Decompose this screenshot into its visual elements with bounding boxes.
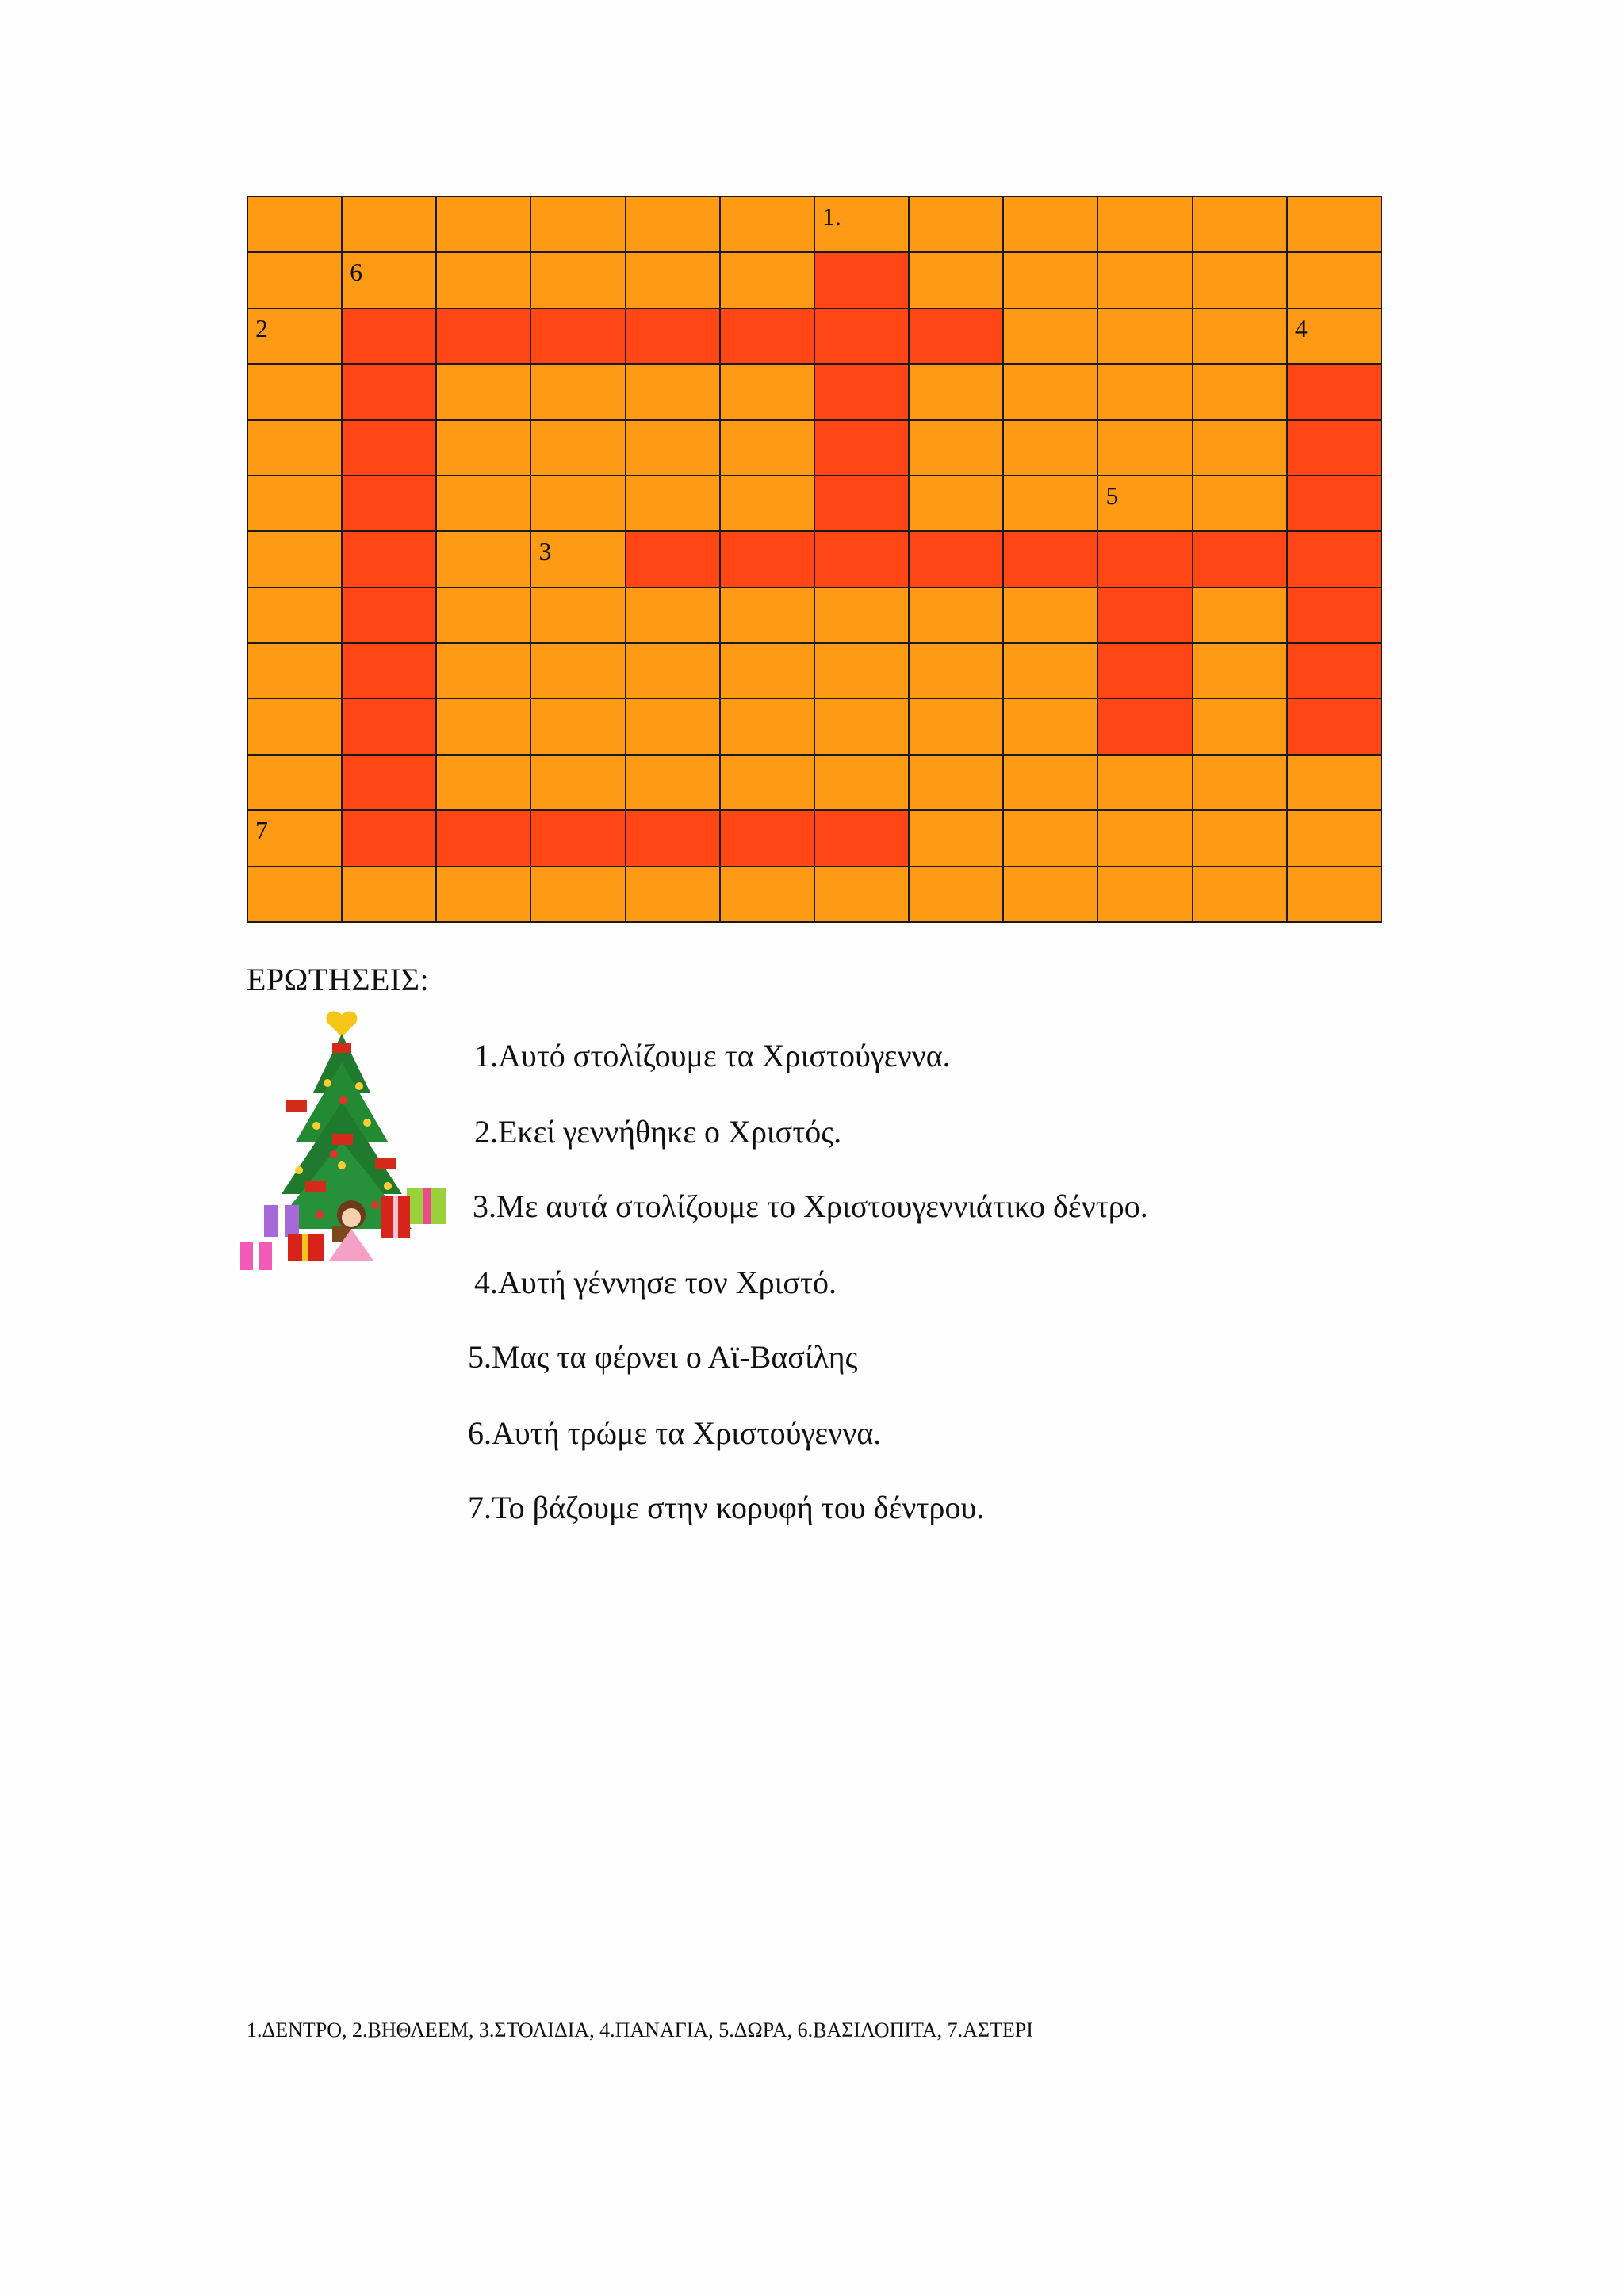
crossword-cell (1288, 197, 1382, 253)
crossword-cell (910, 756, 1004, 811)
crossword-cell (248, 197, 343, 253)
crossword-cell (1004, 699, 1098, 755)
crossword-cell (626, 699, 721, 755)
crossword-cell (1004, 588, 1098, 644)
crossword-cell (248, 476, 343, 532)
crossword-cell (248, 421, 343, 476)
crossword-cell (1288, 421, 1382, 476)
crossword-cell (1004, 421, 1098, 476)
crossword-cell (721, 811, 815, 867)
crossword-cell (1193, 867, 1288, 923)
crossword-cell (248, 588, 343, 644)
crossword-cell (1098, 365, 1193, 420)
crossword-cell (910, 421, 1004, 476)
crossword-cell (910, 476, 1004, 532)
crossword-cell (1288, 756, 1382, 811)
question-4: 4.Αυτή γέννησε τον Χριστό. (474, 1265, 837, 1300)
clue-number: 6 (350, 258, 363, 287)
crossword-cell (343, 421, 437, 476)
crossword-cell (1288, 644, 1382, 699)
crossword-cell (1193, 532, 1288, 587)
crossword-cell (626, 309, 721, 365)
crossword-cell (910, 644, 1004, 699)
crossword-cell (343, 365, 437, 420)
crossword-cell (248, 309, 343, 365)
christmas-tree-icon (240, 1007, 470, 1276)
crossword-cell (531, 811, 626, 867)
crossword-cell (910, 588, 1004, 644)
crossword-cell (437, 756, 531, 811)
crossword-cell (1004, 532, 1098, 587)
crossword-cell (910, 197, 1004, 253)
crossword-cell (626, 867, 721, 923)
crossword-cell (626, 476, 721, 532)
crossword-cell (531, 421, 626, 476)
crossword-cell (531, 867, 626, 923)
crossword-cell (343, 588, 437, 644)
question-5: 5.Μας τα φέρνει ο Αϊ-Βασίλης (468, 1339, 858, 1375)
crossword-cell (721, 253, 815, 308)
crossword-cell (910, 532, 1004, 587)
question-2: 2.Εκεί γεννήθηκε ο Χριστός. (474, 1114, 842, 1150)
crossword-cell (910, 867, 1004, 923)
crossword-cell (721, 197, 815, 253)
crossword-cell (1098, 756, 1193, 811)
crossword-cell (343, 811, 437, 867)
crossword-cell (815, 197, 910, 253)
crossword-cell (1193, 365, 1288, 420)
crossword-cell (815, 699, 910, 755)
crossword-cell (815, 811, 910, 867)
crossword-cell (721, 532, 815, 587)
crossword-cell (1288, 532, 1382, 587)
crossword-cell (248, 532, 343, 587)
question-3: 3.Με αυτά στολίζουμε το Χριστουγεννιάτικο δέντρο. (473, 1188, 1148, 1224)
crossword-grid (247, 196, 1382, 923)
crossword-cell (1098, 476, 1193, 532)
crossword-cell (626, 588, 721, 644)
crossword-cell (248, 756, 343, 811)
crossword-cell (531, 532, 626, 587)
crossword-cell (1288, 811, 1382, 867)
crossword-cell (531, 365, 626, 420)
crossword-cell (721, 588, 815, 644)
crossword-cell (248, 811, 343, 867)
crossword-cell (343, 699, 437, 755)
clue-number: 3 (538, 537, 552, 566)
crossword-cell (248, 365, 343, 420)
crossword-cell (815, 365, 910, 420)
crossword-cell (721, 644, 815, 699)
crossword-cell (1004, 253, 1098, 308)
question-7: 7.Το βάζουμε στην κορυφή του δέντρου. (468, 1490, 985, 1525)
crossword-cell (531, 756, 626, 811)
crossword-cell (626, 532, 721, 587)
crossword-cell (1193, 699, 1288, 755)
crossword-cell (1288, 309, 1382, 365)
answer-key: 1.ΔΕΝΤΡΟ, 2.ΒΗΘΛΕΕΜ, 3.ΣΤΟΛΙΔΙΑ, 4.ΠΑΝΑΓΙΑ, 5.ΔΩΡΑ, 6.ΒΑΣΙΛΟΠΙΤΑ, 7.ΑΣΤΕΡΙ (247, 2019, 1033, 2042)
crossword-cell (248, 644, 343, 699)
crossword-cell (815, 476, 910, 532)
crossword-cell (343, 532, 437, 587)
clue-number: 7 (255, 816, 268, 845)
crossword-cell (1098, 197, 1193, 253)
crossword-cell (721, 756, 815, 811)
crossword-cell (910, 699, 1004, 755)
crossword-cell (1288, 476, 1382, 532)
crossword-cell (815, 421, 910, 476)
crossword-cell (815, 532, 910, 587)
crossword-cell (1098, 699, 1193, 755)
crossword-cell (626, 421, 721, 476)
crossword-cell (248, 253, 343, 308)
crossword-cell (248, 699, 343, 755)
crossword-cell (531, 476, 626, 532)
crossword-cell (1098, 867, 1193, 923)
crossword-cell (815, 644, 910, 699)
crossword-cell (1193, 476, 1288, 532)
crossword-cell (437, 588, 531, 644)
crossword-cell (1004, 309, 1098, 365)
crossword-cell (721, 867, 815, 923)
crossword-cell (437, 811, 531, 867)
clue-number: 2 (255, 313, 268, 342)
crossword-cell (1288, 365, 1382, 420)
crossword-cell (1004, 476, 1098, 532)
clue-number: 4 (1294, 313, 1308, 342)
crossword-cell (1004, 197, 1098, 253)
crossword-cell (531, 644, 626, 699)
crossword-cell (437, 532, 531, 587)
crossword-cell (1004, 756, 1098, 811)
crossword-cell (1004, 811, 1098, 867)
crossword-cell (815, 588, 910, 644)
crossword-cell (815, 253, 910, 308)
crossword-cell (910, 811, 1004, 867)
clue-number: 1. (822, 202, 841, 231)
crossword-cell (626, 811, 721, 867)
crossword-cell (910, 253, 1004, 308)
clue-number: 5 (1105, 480, 1119, 510)
crossword-cell (343, 309, 437, 365)
crossword-cell (626, 197, 721, 253)
question-1: 1.Αυτό στολίζουμε τα Χριστούγεννα. (474, 1038, 951, 1073)
crossword-cell (721, 365, 815, 420)
crossword-cell (721, 421, 815, 476)
crossword-cell (1193, 197, 1288, 253)
crossword-cell (815, 867, 910, 923)
crossword-cell (531, 699, 626, 755)
crossword-cell (815, 756, 910, 811)
crossword-cell (1193, 811, 1288, 867)
crossword-cell (531, 253, 626, 308)
crossword-cell (1098, 644, 1193, 699)
crossword-cell (343, 476, 437, 532)
crossword-cell (910, 309, 1004, 365)
crossword-cell (1004, 644, 1098, 699)
crossword-cell (1193, 309, 1288, 365)
crossword-cell (1004, 867, 1098, 923)
crossword-cell (1098, 588, 1193, 644)
crossword-cell (437, 309, 531, 365)
crossword-cell (437, 253, 531, 308)
crossword-cell (1288, 253, 1382, 308)
crossword-cell (343, 253, 437, 308)
crossword-cell (437, 644, 531, 699)
crossword-cell (721, 699, 815, 755)
crossword-cell (626, 253, 721, 308)
crossword-cell (1193, 644, 1288, 699)
crossword-cell (910, 365, 1004, 420)
crossword-cell (437, 365, 531, 420)
crossword-cell (626, 365, 721, 420)
crossword-cell (721, 309, 815, 365)
crossword-cell (1098, 421, 1193, 476)
crossword-cell (626, 644, 721, 699)
question-6: 6.Αυτή τρώμε τα Χριστούγεννα. (468, 1415, 882, 1451)
questions-heading: ΕΡΩΤΗΣΕΙΣ: (247, 962, 430, 997)
crossword-cell (1288, 588, 1382, 644)
crossword-cell (1004, 365, 1098, 420)
crossword-cell (721, 476, 815, 532)
crossword-cell (1098, 253, 1193, 308)
crossword-cell (1288, 867, 1382, 923)
crossword-cell (437, 867, 531, 923)
crossword-cell (248, 867, 343, 923)
crossword-cell (1098, 532, 1193, 587)
crossword-cell (437, 699, 531, 755)
crossword-cell (1288, 699, 1382, 755)
crossword-cell (531, 309, 626, 365)
crossword-cell (1193, 756, 1288, 811)
crossword-cell (1098, 309, 1193, 365)
crossword-cell (1193, 588, 1288, 644)
crossword-cell (626, 756, 721, 811)
crossword-cell (531, 588, 626, 644)
crossword-cell (437, 197, 531, 253)
crossword-cell (437, 476, 531, 532)
crossword-cell (343, 756, 437, 811)
crossword-cell (1193, 421, 1288, 476)
crossword-cell (815, 309, 910, 365)
crossword-cell (343, 644, 437, 699)
crossword-cell (343, 197, 437, 253)
crossword-cell (1193, 253, 1288, 308)
crossword-cell (531, 197, 626, 253)
crossword-cell (1098, 811, 1193, 867)
crossword-cell (437, 421, 531, 476)
crossword-cell (343, 867, 437, 923)
